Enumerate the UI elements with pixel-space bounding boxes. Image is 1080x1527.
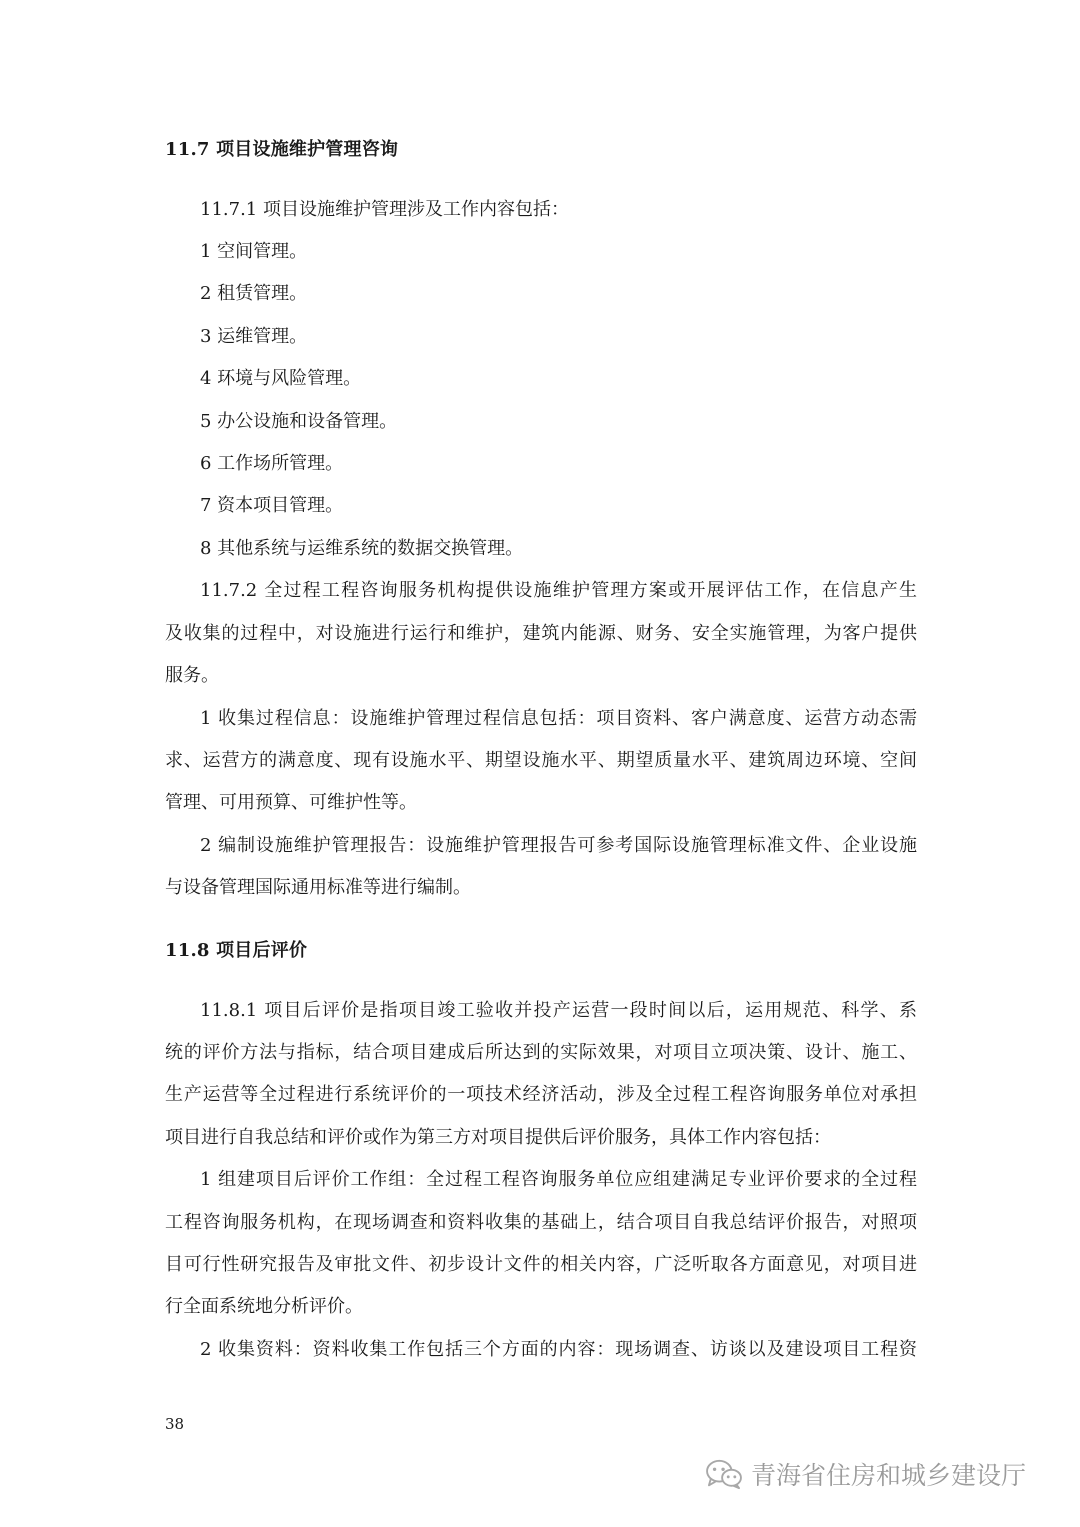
list-item: 5 办公设施和设备管理。 bbox=[200, 411, 398, 432]
paragraph-line: 1 收集过程信息：设施维护管理过程信息包括：项目资料、客户满意度、运营方动态需 bbox=[200, 708, 917, 729]
paragraph-line: 2 收集资料：资料收集工作包括三个方面的内容：现场调查、访谈以及建设项目工程资 bbox=[200, 1339, 917, 1360]
paragraph-line: 目可行性研究报告及审批文件、初步设计文件的相关内容，广泛听取各方面意见，对项目进 bbox=[165, 1254, 917, 1275]
section-heading-11-7: 11.7 项目设施维护管理咨询 bbox=[165, 139, 399, 160]
paragraph-line: 生产运营等全过程进行系统评价的一项技术经济活动，涉及全过程工程咨询服务单位对承担 bbox=[165, 1084, 917, 1105]
list-item: 3 运维管理。 bbox=[200, 326, 308, 347]
list-item: 8 其他系统与运维系统的数据交换管理。 bbox=[200, 538, 524, 559]
paragraph-line: 11.8.1 项目后评价是指项目竣工验收并投产运营一段时间以后，运用规范、科学、系 bbox=[200, 1000, 917, 1021]
page-number: 38 bbox=[165, 1415, 185, 1433]
section-heading-11-8: 11.8 项目后评价 bbox=[165, 940, 308, 961]
paragraph-line: 工程咨询服务机构，在现场调查和资料收集的基础上，结合项目自我总结评价报告，对照项 bbox=[165, 1212, 917, 1233]
list-item: 6 工作场所管理。 bbox=[200, 453, 344, 474]
paragraph-line: 行全面系统地分析评价。 bbox=[165, 1296, 363, 1317]
watermark bbox=[705, 1456, 1026, 1492]
paragraph-line: 统的评价方法与指标，结合项目建成后所达到的实际效果，对项目立项决策、设计、施工、 bbox=[165, 1042, 917, 1063]
watermark-text: 青海省住房和城乡建设厅 bbox=[751, 1461, 1027, 1490]
paragraph-line: 与设备管理国际通用标准等进行编制。 bbox=[165, 877, 471, 898]
paragraph-line: 项目进行自我总结和评价或作为第三方对项目提供后评价服务，具体工作内容包括： bbox=[165, 1127, 831, 1148]
paragraph-line: 求、运营方的满意度、现有设施水平、期望设施水平、期望质量水平、建筑周边环境、空间 bbox=[165, 750, 917, 771]
paragraph-line: 2 编制设施维护管理报告：设施维护管理报告可参考国际设施管理标准文件、企业设施 bbox=[200, 835, 917, 856]
paragraph-line: 服务。 bbox=[165, 665, 219, 686]
list-item: 7 资本项目管理。 bbox=[200, 495, 344, 516]
list-item: 2 租赁管理。 bbox=[200, 283, 308, 304]
list-item: 1 空间管理。 bbox=[200, 241, 308, 262]
paragraph-11-7-1: 11.7.1 项目设施维护管理涉及工作内容包括： bbox=[200, 199, 569, 220]
paragraph-line: 及收集的过程中，对设施进行运行和维护，建筑内能源、财务、安全实施管理，为客户提供 bbox=[165, 623, 917, 644]
paragraph-line: 11.7.2 全过程工程咨询服务机构提供设施维护管理方案或开展评估工作，在信息产生 bbox=[200, 580, 917, 601]
wechat-icon bbox=[705, 1458, 743, 1490]
paragraph-line: 管理、可用预算、可维护性等。 bbox=[165, 792, 417, 813]
list-item: 4 环境与风险管理。 bbox=[200, 368, 362, 389]
paragraph-line: 1 组建项目后评价工作组：全过程工程咨询服务单位应组建满足专业评价要求的全过程 bbox=[200, 1169, 917, 1190]
